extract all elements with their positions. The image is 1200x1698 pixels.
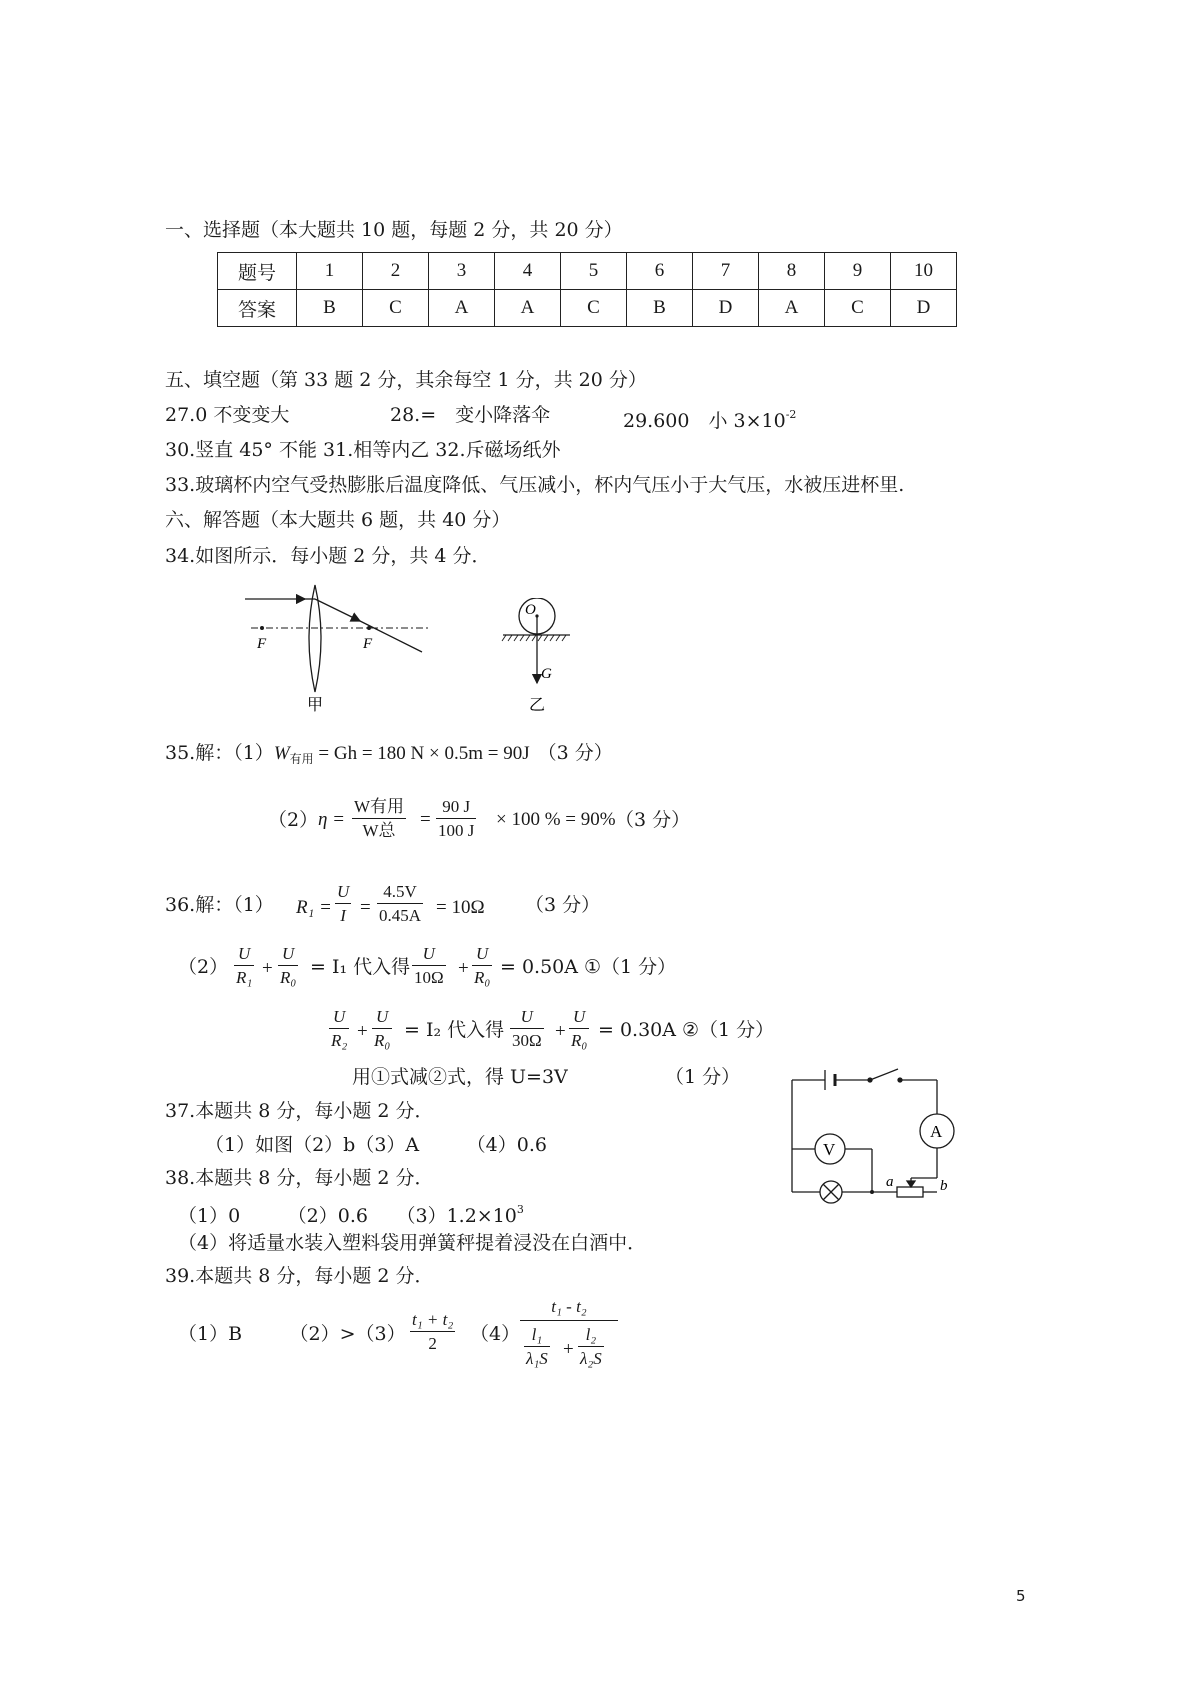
eq-b-middle: = I₂ 代入得 bbox=[404, 1019, 505, 1041]
q35-expression: = Gh = 180 N × 0.5m = 90J bbox=[313, 743, 530, 764]
eq-a-fraction-1 bbox=[234, 943, 254, 990]
fraction-numerator: l₁ bbox=[531, 1325, 543, 1344]
answer-label-cell: 答案 bbox=[218, 290, 297, 327]
rheostat-symbol bbox=[897, 1178, 923, 1197]
table-row bbox=[218, 253, 957, 290]
ohm-fraction-2 bbox=[377, 881, 423, 928]
equals-sign: = bbox=[420, 809, 431, 830]
q36-score3: （1 分） bbox=[665, 1066, 741, 1088]
table-cell: A bbox=[429, 290, 495, 327]
table-cell: 5 bbox=[561, 253, 627, 290]
answer-29-text: 29.600 小 3×10 bbox=[623, 410, 786, 432]
compound-numerator: t₁ - t₂ bbox=[551, 1297, 587, 1316]
fraction-denominator: 10Ω bbox=[414, 968, 444, 987]
figure-caption-yi: 乙 bbox=[529, 697, 546, 714]
center-label: O bbox=[525, 602, 536, 618]
fraction-numerator: U bbox=[376, 1007, 389, 1026]
fraction-denominator: R₁ bbox=[236, 968, 253, 987]
eq-b-tail: = 0.30A ②（1 分） bbox=[598, 1019, 775, 1041]
q35-score1: （3 分） bbox=[537, 742, 613, 764]
q35-part2-prefix: （2） bbox=[268, 809, 319, 831]
lamp-symbol bbox=[820, 1181, 842, 1203]
circuit-diagram bbox=[780, 1050, 965, 1210]
eq-b-fraction-2 bbox=[372, 1006, 392, 1053]
q36-part2-prefix: （2） bbox=[178, 956, 229, 978]
header-label-cell: 题号 bbox=[218, 253, 297, 290]
fraction-denominator: I bbox=[340, 906, 346, 925]
table-cell: 3 bbox=[429, 253, 495, 290]
fraction-denominator: λ₂S bbox=[580, 1349, 602, 1368]
voltmeter-symbol bbox=[815, 1134, 845, 1164]
switch-symbol bbox=[868, 1069, 902, 1082]
fraction-denominator: R₀ bbox=[474, 968, 491, 987]
section5-title: 五、填空题（第 33 题 2 分，其余每空 1 分，共 20 分） bbox=[165, 369, 647, 391]
table-cell: A bbox=[759, 290, 825, 327]
table-cell: 4 bbox=[495, 253, 561, 290]
q35-score2: （3 分） bbox=[615, 809, 691, 831]
table-cell: 6 bbox=[627, 253, 693, 290]
fraction-denominator: R₀ bbox=[374, 1031, 391, 1050]
ammeter-symbol bbox=[920, 1114, 954, 1148]
fraction-numerator: W有用 bbox=[354, 797, 405, 816]
plus-sign: + bbox=[262, 958, 273, 979]
plus-sign: + bbox=[555, 1021, 566, 1042]
ground-hatching bbox=[502, 635, 566, 641]
equals-sign: = bbox=[360, 897, 371, 918]
table-cell: 9 bbox=[825, 253, 891, 290]
answer-33: 33.玻璃杯内空气受热膨胀后温度降低、气压减小，杯内气压小于大气压，水被压进杯里. bbox=[165, 474, 905, 496]
table-cell: 8 bbox=[759, 253, 825, 290]
eq-b-fraction-1 bbox=[329, 1006, 349, 1053]
work-subscript: 有用 bbox=[289, 752, 314, 766]
q36-score1: （3 分） bbox=[525, 894, 601, 916]
ohm-fraction-1 bbox=[335, 881, 351, 928]
table-cell: B bbox=[627, 290, 693, 327]
answer-29 bbox=[623, 403, 796, 433]
answer-38-exponent: 3 bbox=[516, 1203, 524, 1216]
fraction-numerator: l₂ bbox=[585, 1325, 597, 1344]
table-cell: 7 bbox=[693, 253, 759, 290]
answer-table bbox=[217, 252, 957, 327]
answer-38: 38.本题共 8 分，每小题 2 分． bbox=[165, 1167, 434, 1189]
fraction-denominator: λ₁S bbox=[526, 1349, 548, 1368]
fraction-denominator: R₀ bbox=[571, 1031, 588, 1050]
fraction-denominator: 0.45A bbox=[379, 906, 422, 925]
table-cell: C bbox=[561, 290, 627, 327]
answer-37-parts: （1）如图（2）b（3）A （4）0.6 bbox=[205, 1134, 547, 1156]
plus-sign: + bbox=[357, 1021, 368, 1042]
answer-38-parts bbox=[178, 1198, 524, 1228]
table-cell: C bbox=[363, 290, 429, 327]
refracted-ray bbox=[315, 599, 360, 621]
r1-symbol: R₁ = bbox=[296, 897, 332, 918]
section1-title: 一、选择题（本大题共 10 题，每题 2 分，共 20 分） bbox=[165, 219, 623, 241]
fraction-denominator: 100 J bbox=[438, 821, 475, 840]
lens-ray-diagram bbox=[245, 580, 445, 715]
focus-label-right: F bbox=[363, 636, 373, 652]
eq-b-fraction-4 bbox=[569, 1006, 589, 1053]
fraction-numerator: 90 J bbox=[442, 797, 471, 816]
q39-fraction-1 bbox=[410, 1309, 455, 1356]
fraction-numerator: U bbox=[238, 944, 251, 963]
table-cell: D bbox=[693, 290, 759, 327]
q39-fraction-2 bbox=[520, 1296, 618, 1322]
q36-conclusion: 用①式减②式，得 U=3V bbox=[352, 1066, 568, 1088]
eq-a-fraction-4 bbox=[472, 943, 492, 990]
efficiency-fraction-2 bbox=[436, 796, 476, 843]
figure-caption-jia: 甲 bbox=[307, 697, 324, 714]
answer-35-part1 bbox=[165, 741, 613, 771]
answer-38-part4: （4）将适量水装入塑料袋用弹簧秤提着浸没在白酒中． bbox=[178, 1232, 647, 1254]
table-cell: C bbox=[825, 290, 891, 327]
work-symbol: W bbox=[273, 743, 290, 764]
answer-34: 34.如图所示．每小题 2 分，共 4 分． bbox=[165, 545, 491, 567]
table-row bbox=[218, 290, 957, 327]
answer-38-text: （1）0 （2）0.6 （3）1.2×10 bbox=[178, 1205, 517, 1227]
fraction-numerator: U bbox=[333, 1007, 346, 1026]
answer-37: 37.本题共 8 分，每小题 2 分． bbox=[165, 1100, 434, 1122]
fraction-numerator: U bbox=[337, 882, 350, 901]
fraction-denominator: R₀ bbox=[280, 968, 297, 987]
eq-a-tail: = 0.50A ①（1 分） bbox=[500, 956, 677, 978]
q35-prefix: 35.解：（1） bbox=[165, 742, 274, 764]
table-cell: B bbox=[297, 290, 363, 327]
answer-30-32: 30.竖直 45° 不能 31.相等内乙 32.斥磁场纸外 bbox=[165, 439, 561, 461]
eq-a-middle: = I₁ 代入得 bbox=[310, 956, 411, 978]
focus-point-right bbox=[367, 626, 371, 630]
eq-a-fraction-3 bbox=[412, 943, 446, 990]
voltmeter-label: V bbox=[823, 1140, 836, 1159]
rheostat-end-b: b bbox=[940, 1178, 948, 1194]
q39-subfraction-1 bbox=[524, 1324, 550, 1371]
page-number: 5 bbox=[1016, 1587, 1026, 1605]
rheostat-end-a: a bbox=[886, 1174, 894, 1190]
fraction-denominator: 30Ω bbox=[512, 1031, 542, 1050]
answer-28: 28.= 变小降落伞 bbox=[390, 404, 551, 426]
gravity-diagram bbox=[500, 598, 575, 715]
fraction-numerator: U bbox=[573, 1007, 586, 1026]
table-cell: 1 bbox=[297, 253, 363, 290]
section6-title: 六、解答题（本大题共 6 题，共 40 分） bbox=[165, 509, 511, 531]
plus-sign: + bbox=[458, 958, 469, 979]
q39-subfraction-2 bbox=[578, 1324, 604, 1371]
junction-dot bbox=[870, 1190, 874, 1194]
answer-27: 27.0 不变变大 bbox=[165, 404, 290, 426]
efficiency-symbol: η = bbox=[318, 809, 345, 830]
ammeter-label: A bbox=[930, 1122, 943, 1141]
fraction-numerator: t₁ + t₂ bbox=[412, 1310, 454, 1329]
fraction-denominator: W总 bbox=[362, 821, 396, 840]
focus-label-left: F bbox=[257, 636, 267, 652]
fraction-denominator: R₂ bbox=[331, 1031, 348, 1050]
q36-prefix: 36.解：（1） bbox=[165, 894, 274, 916]
fraction-numerator: U bbox=[422, 944, 435, 963]
q39-part4-label: （4） bbox=[470, 1323, 521, 1345]
table-cell: D bbox=[891, 290, 957, 327]
r1-result: = 10Ω bbox=[436, 897, 485, 918]
battery-symbol bbox=[825, 1070, 835, 1090]
answer-29-exponent: -2 bbox=[785, 408, 797, 421]
table-cell: 2 bbox=[363, 253, 429, 290]
fraction-numerator: U bbox=[282, 944, 295, 963]
gravity-label: G bbox=[541, 666, 552, 682]
fraction-numerator: U bbox=[520, 1007, 533, 1026]
fraction-denominator: 2 bbox=[428, 1334, 437, 1353]
efficiency-fraction-1 bbox=[352, 796, 406, 843]
answer-39-parts: （1）B （2）>（3） bbox=[178, 1323, 406, 1345]
table-cell: 10 bbox=[891, 253, 957, 290]
answer-39: 39.本题共 8 分，每小题 2 分． bbox=[165, 1265, 434, 1287]
eq-b-fraction-3 bbox=[510, 1006, 544, 1053]
plus-sign: + bbox=[563, 1339, 574, 1360]
table-cell: A bbox=[495, 290, 561, 327]
focus-point-left bbox=[260, 626, 264, 630]
fraction-numerator: 4.5V bbox=[383, 882, 417, 901]
eq-a-fraction-2 bbox=[278, 943, 298, 990]
efficiency-result: × 100 % = 90% bbox=[496, 809, 616, 830]
fraction-numerator: U bbox=[476, 944, 489, 963]
